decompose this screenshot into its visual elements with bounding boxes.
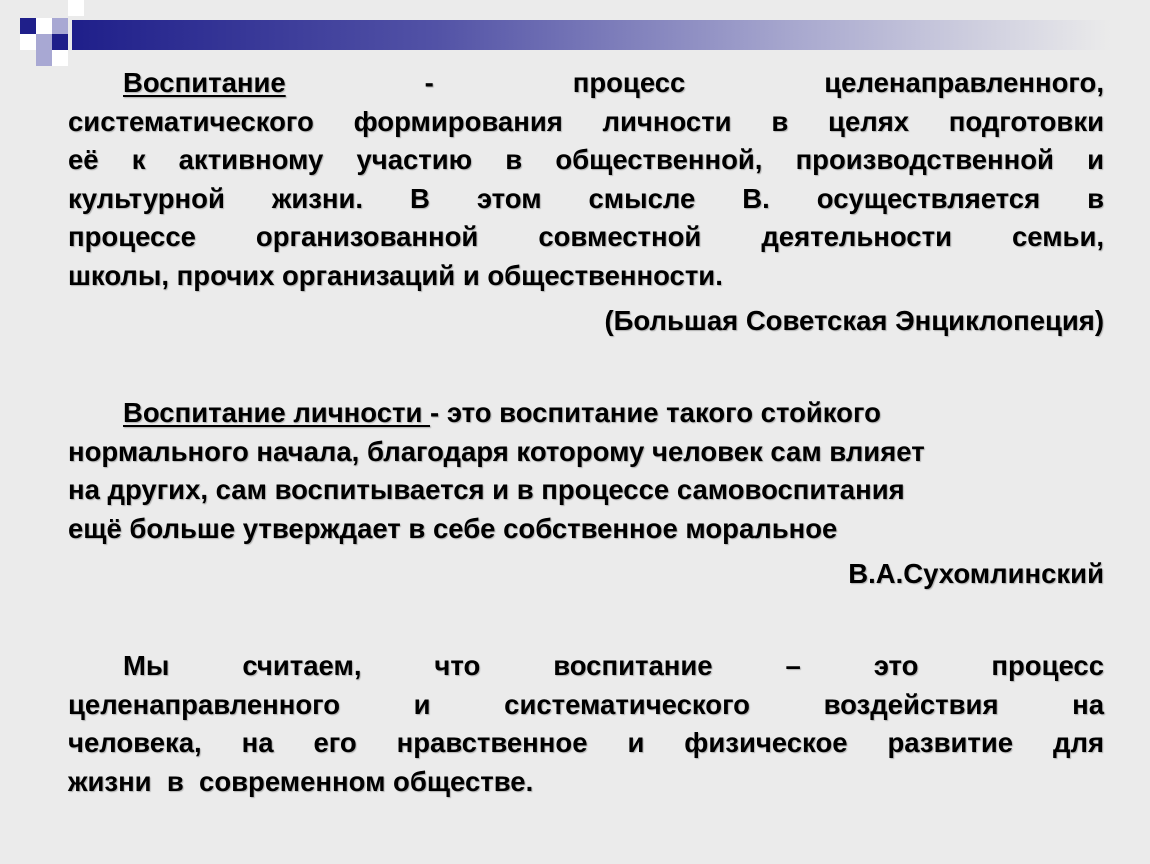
paragraph-2-line: ещё больше утверждает в себе собственное моральное — [68, 512, 838, 544]
decor-square — [36, 18, 52, 34]
gradient-bar — [72, 20, 1112, 50]
paragraph-2-line: нормального начала, благодаря которому человек сам влияет — [68, 435, 925, 467]
term-vospitanie-lichnosti: Воспитание личности — [123, 397, 431, 428]
decor-square — [52, 18, 68, 34]
decor-square — [20, 34, 36, 50]
decor-square — [68, 0, 84, 16]
paragraph-2-first-line — [68, 394, 1104, 433]
paragraph-1-line: её к активному участию в общественной, производственной и — [68, 144, 1104, 175]
word: процесс — [572, 67, 686, 98]
paragraph-1-line: процессе организованной совместной деятельности семьи, — [68, 221, 1104, 252]
paragraph-3-line: целенаправленного и систематического воздействия на — [68, 688, 1104, 720]
decor-square — [20, 18, 36, 34]
paragraph-1-first-line — [68, 64, 1104, 103]
conclusion-paragraph — [68, 647, 1104, 801]
term-vospitanie: Воспитание — [123, 67, 286, 98]
decor-square — [52, 34, 68, 50]
paragraph-1-line: культурной жизни. В этом смысле В. осуществляется в — [68, 182, 1104, 214]
paragraph-1-line: систематического формирования личности в целях подготовки — [68, 105, 1104, 137]
decor-square — [36, 50, 52, 66]
paragraph-1-last-line: школы, прочих организаций и общественности. — [68, 259, 723, 291]
word: - — [424, 67, 434, 98]
definition-paragraph-1 — [68, 64, 1104, 295]
paragraph-3-first-line: Мы считаем, что воспитание – это процесс — [123, 650, 1104, 681]
decor-square — [36, 34, 52, 50]
source-citation-2: В.А.Сухомлинский — [848, 558, 1104, 589]
source-citation-1: (Большая Советская Энциклопеция) — [604, 305, 1104, 336]
definition-paragraph-2 — [68, 394, 1104, 548]
word: целенаправленного, — [824, 67, 1104, 98]
decor-square — [52, 50, 68, 66]
paragraph-3-last-line: жизни в современном обществе. — [68, 765, 534, 797]
paragraph-3-line: человека, на его нравственное и физическое развитие для — [68, 727, 1104, 758]
paragraph-2-first-line-rest: - это воспитание такого стойкого — [430, 397, 881, 428]
header-decoration — [0, 0, 1150, 72]
paragraph-2-line: на других, сам воспитывается и в процессе самовоспитания — [68, 474, 905, 505]
